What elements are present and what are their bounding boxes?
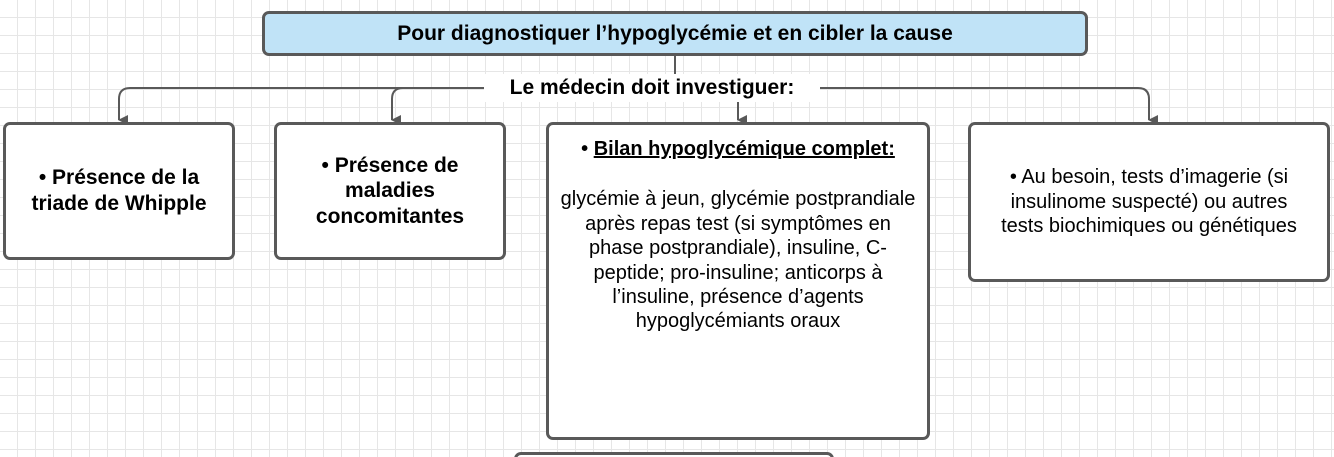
arrow-to-maladies	[392, 88, 484, 120]
comorbidities-text: • Présence de maladies concomitantes	[315, 153, 465, 228]
arrow-to-imagerie	[820, 88, 1149, 120]
imaging-tests-text: • Au besoin, tests d’imagerie (si insulinome suspecté) ou autres tests biochimiques ou génétiques	[1001, 166, 1297, 238]
whipple-triad-text: • Présence de la triade de Whipple	[31, 166, 207, 215]
workup-bullet: •	[581, 138, 594, 160]
imaging-tests-box	[968, 122, 1330, 282]
diagram-title: Pour diagnostiquer l’hypoglycémie et en cibler la cause	[397, 21, 953, 45]
workup-body-text: glycémie à jeun, glycémie postprandiale après repas test (si symptômes en phase postprandiale), insuline, C-peptide; pro-insuline; anticorps à l’insuline, présence d’agents hypoglycémiants oraux	[560, 188, 916, 333]
comorbidities-box	[274, 122, 506, 260]
hypoglycemia-workup-box	[546, 122, 930, 440]
whipple-triad-box	[3, 122, 235, 260]
connector-label: Le médecin doit investiguer:	[484, 74, 820, 102]
workup-heading	[581, 137, 895, 161]
partial-bottom-box	[514, 452, 834, 457]
workup-heading-text: Bilan hypoglycémique complet:	[593, 138, 895, 160]
title-box	[262, 11, 1088, 56]
arrow-to-whipple	[119, 88, 484, 120]
